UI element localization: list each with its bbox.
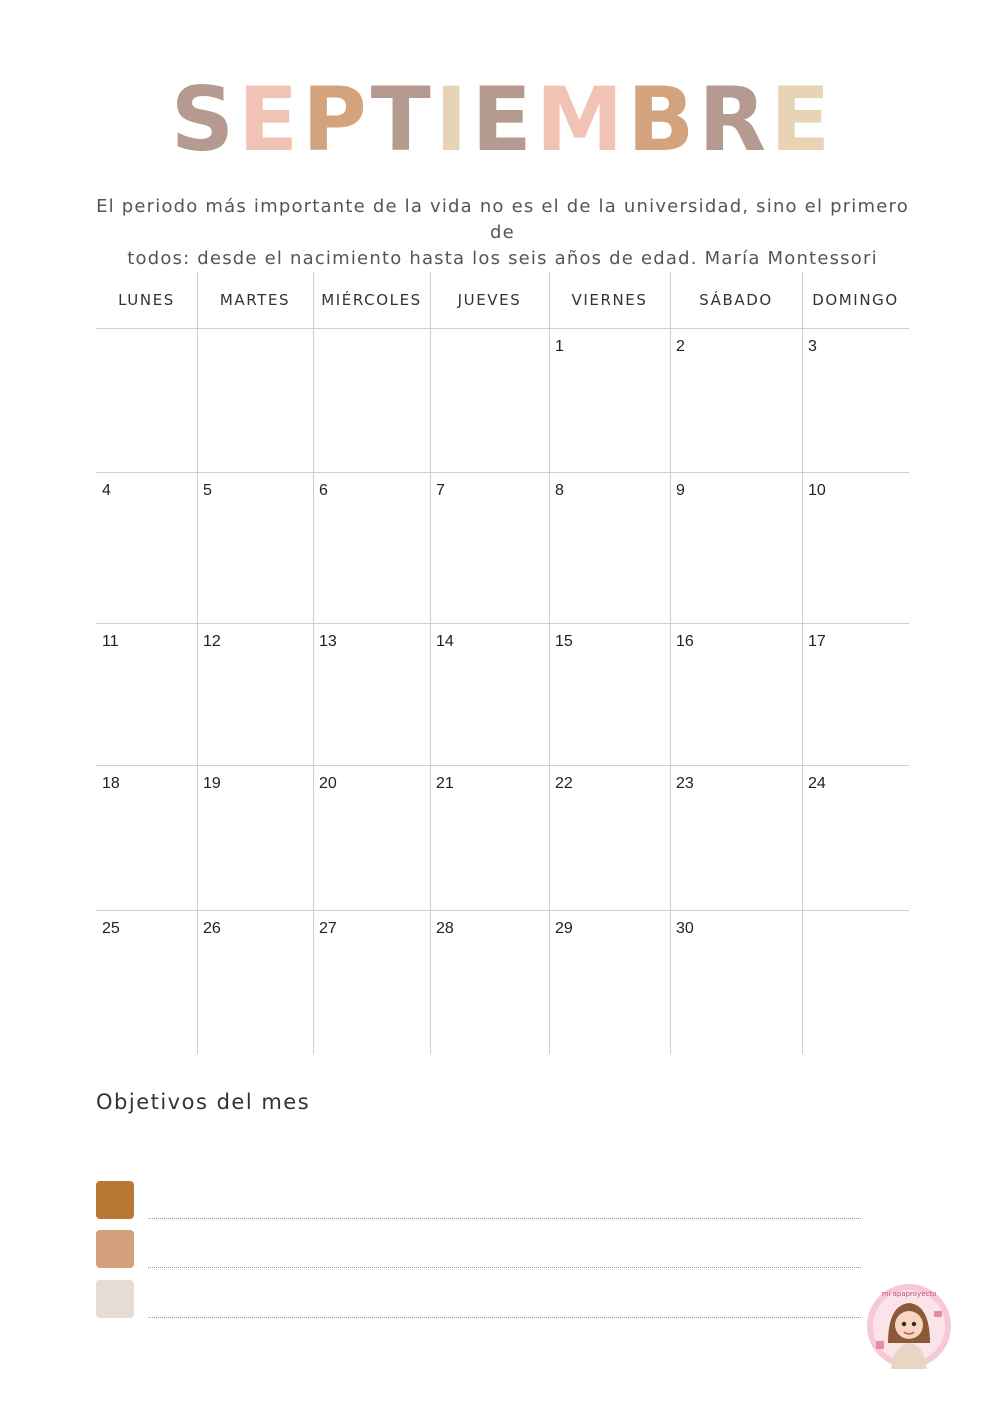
goal-write-line[interactable]	[148, 1218, 861, 1219]
date-number: 14	[436, 633, 454, 650]
title-letter: M	[535, 68, 628, 171]
date-number: 22	[555, 775, 573, 792]
grid-column-divider	[197, 272, 198, 1054]
goal-color-swatch	[96, 1181, 134, 1219]
title-letter: T	[370, 68, 435, 171]
date-number: 6	[319, 482, 328, 499]
date-number: 13	[319, 633, 337, 650]
quote	[90, 194, 915, 272]
weekday-header: LUNES	[118, 291, 175, 309]
date-number: 25	[102, 920, 120, 937]
date-number: 23	[676, 775, 694, 792]
grid-column-divider	[802, 272, 803, 1054]
quote-line-2: todos: desde el nacimiento hasta los seis años de edad. María Montessori	[127, 248, 878, 269]
title-letter: R	[698, 68, 771, 171]
weekday-header: DOMINGO	[812, 291, 899, 309]
weekday-header: VIERNES	[571, 291, 648, 309]
grid-row-divider	[96, 623, 909, 624]
title-letter: E	[770, 68, 835, 171]
grid-row-divider	[96, 765, 909, 766]
date-number: 29	[555, 920, 573, 937]
date-number: 28	[436, 920, 454, 937]
date-number: 15	[555, 633, 573, 650]
grid-row-divider	[96, 910, 909, 911]
title-letter: E	[471, 68, 536, 171]
date-number: 19	[203, 775, 221, 792]
date-number: 9	[676, 482, 685, 499]
date-number: 8	[555, 482, 564, 499]
goal-color-swatch	[96, 1280, 134, 1318]
date-number: 24	[808, 775, 826, 792]
title-letter: I	[434, 68, 472, 171]
goal-write-line[interactable]	[148, 1317, 861, 1318]
calendar-grid	[96, 272, 909, 1054]
date-number: 7	[436, 482, 445, 499]
weekday-header: MARTES	[219, 291, 291, 309]
grid-column-divider	[670, 272, 671, 1054]
goal-item	[96, 1181, 861, 1219]
quote-line-1: El periodo más importante de la vida no es el de la universidad, sino el primero de	[96, 196, 909, 243]
date-number: 26	[203, 920, 221, 937]
date-number: 1	[555, 338, 564, 355]
date-number: 18	[102, 775, 120, 792]
girl-avatar-logo	[866, 1283, 952, 1369]
grid-row-divider	[96, 328, 909, 329]
date-number: 5	[203, 482, 212, 499]
weekday-header: JUEVES	[457, 291, 522, 309]
goal-color-swatch	[96, 1230, 134, 1268]
date-number: 3	[808, 338, 817, 355]
date-number: 20	[319, 775, 337, 792]
weekday-header: SÁBADO	[699, 291, 773, 309]
grid-row-divider	[96, 472, 909, 473]
date-number: 30	[676, 920, 694, 937]
title-letter: E	[238, 68, 303, 171]
date-number: 27	[319, 920, 337, 937]
date-number: 16	[676, 633, 694, 650]
date-number: 12	[203, 633, 221, 650]
grid-column-divider	[549, 272, 550, 1054]
title-letter: B	[627, 68, 699, 171]
goal-write-line[interactable]	[148, 1267, 861, 1268]
date-number: 11	[102, 633, 119, 650]
logo-text: mi apaproyecto	[881, 1290, 937, 1298]
title-letter: P	[302, 68, 371, 171]
date-number: 4	[102, 482, 111, 499]
date-number: 2	[676, 338, 685, 355]
weekday-header: MIÉRCOLES	[321, 291, 422, 309]
month-title	[0, 68, 1005, 171]
title-letter: S	[170, 68, 239, 171]
date-number: 17	[808, 633, 826, 650]
goal-item	[96, 1280, 861, 1318]
goal-item	[96, 1230, 861, 1268]
goals-title: Objetivos del mes	[96, 1090, 311, 1114]
grid-column-divider	[313, 272, 314, 1054]
date-number: 10	[808, 482, 826, 499]
date-number: 21	[436, 775, 454, 792]
grid-column-divider	[430, 272, 431, 1054]
